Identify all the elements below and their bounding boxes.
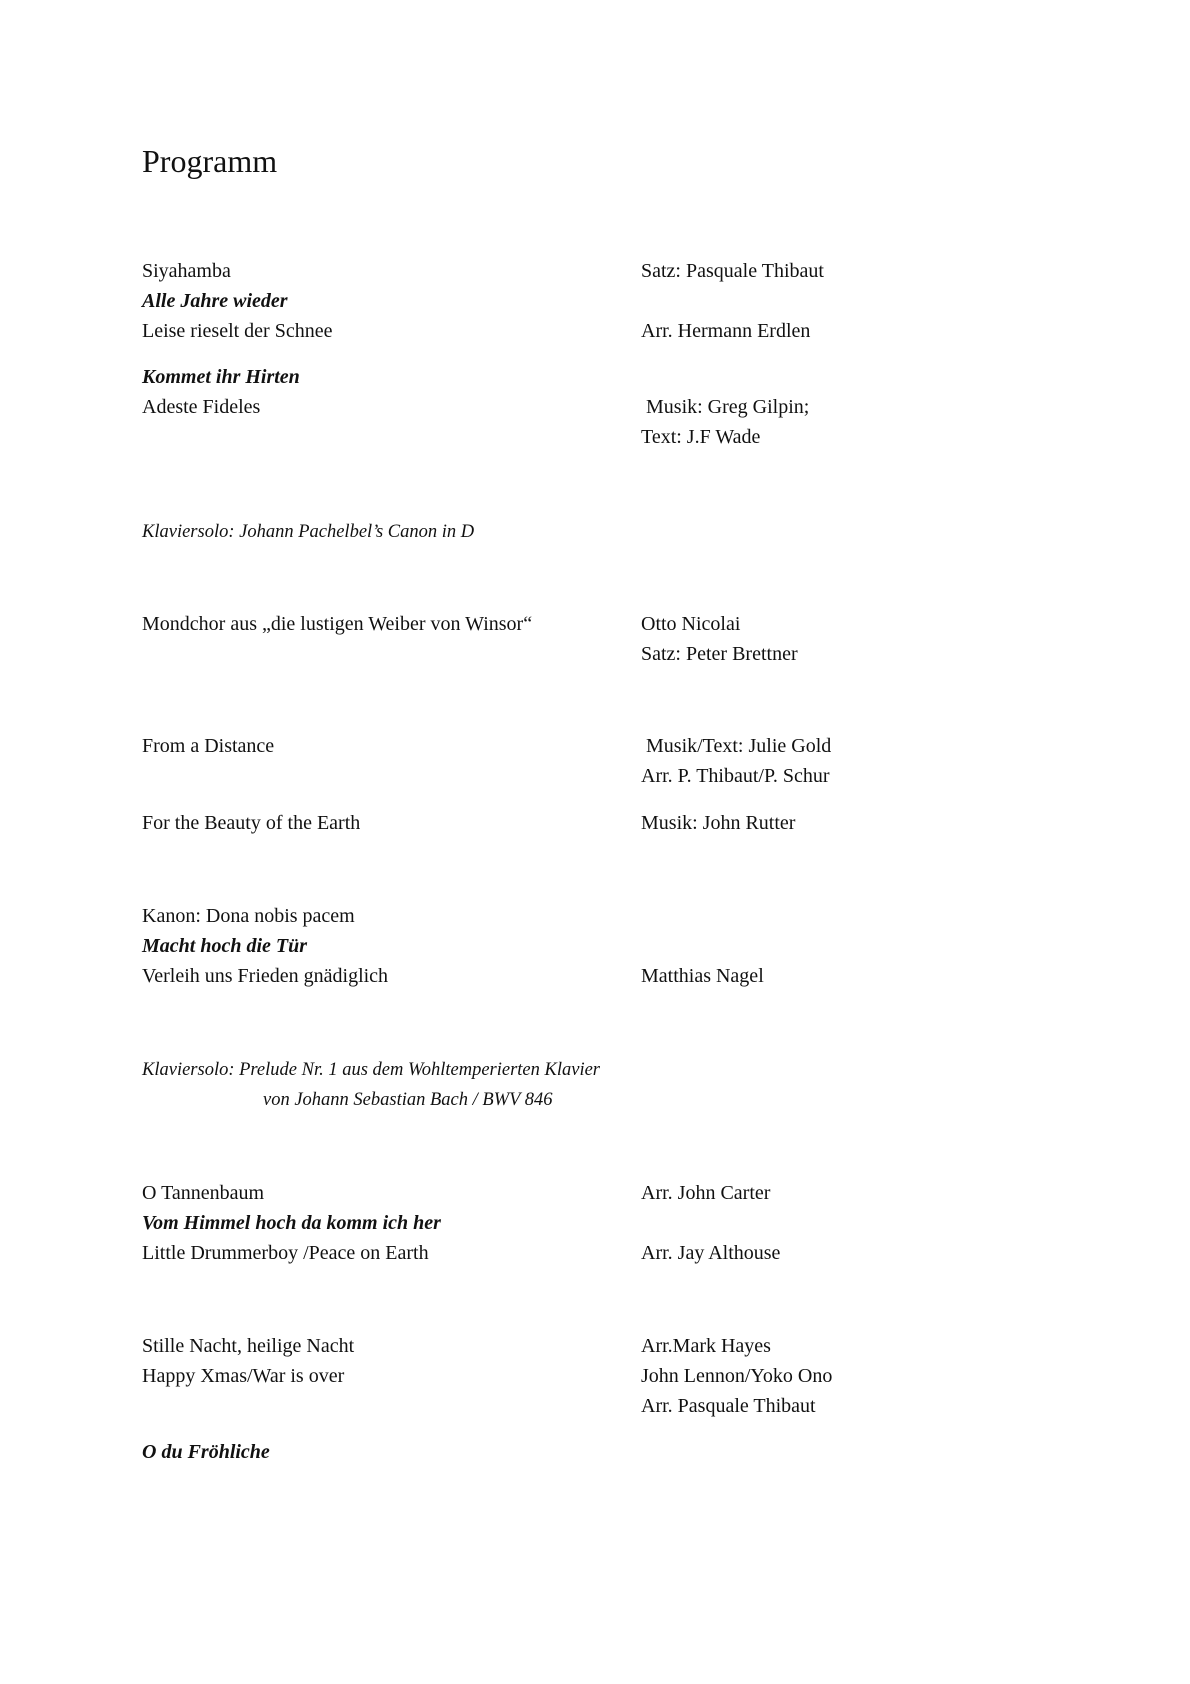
program-piece: O Tannenbaum (142, 1182, 265, 1204)
program-solo: Klaviersolo: Prelude Nr. 1 aus dem Wohltemperierten Klavier (142, 1060, 600, 1080)
program-piece: Stille Nacht, heilige Nacht (142, 1335, 355, 1357)
program-piece: Vom Himmel hoch da komm ich her (142, 1212, 441, 1234)
program-piece: Siyahamba (142, 260, 231, 282)
program-credit: Arr. Pasquale Thibaut (641, 1395, 816, 1417)
program-credit: Arr. John Carter (641, 1182, 771, 1204)
program-credit: Musik: John Rutter (641, 812, 796, 834)
program-credit: Musik: Greg Gilpin; (646, 396, 810, 418)
program-credit: Musik/Text: Julie Gold (646, 735, 832, 757)
program-piece: Kanon: Dona nobis pacem (142, 905, 355, 927)
program-piece: Verleih uns Frieden gnädiglich (142, 965, 389, 987)
program-piece: From a Distance (142, 735, 275, 757)
program-piece: Leise rieselt der Schnee (142, 320, 333, 342)
program-credit: John Lennon/Yoko Ono (641, 1365, 833, 1387)
program-piece: For the Beauty of the Earth (142, 812, 361, 834)
program-credit: Satz: Peter Brettner (641, 643, 798, 665)
program-credit: Text: J.F Wade (641, 426, 761, 448)
program-credit: Arr. P. Thibaut/P. Schur (641, 765, 830, 787)
program-piece: Macht hoch die Tür (142, 935, 308, 957)
page-title: Programm (142, 143, 278, 179)
program-piece: Happy Xmas/War is over (142, 1365, 345, 1387)
program-credit: Satz: Pasquale Thibaut (641, 260, 824, 282)
program-credit: Matthias Nagel (641, 965, 764, 987)
program-credit: Arr. Jay Althouse (641, 1242, 781, 1264)
program-credit: Otto Nicolai (641, 613, 741, 635)
program-credit: Arr. Hermann Erdlen (641, 320, 811, 342)
program-credit: Arr.Mark Hayes (641, 1335, 771, 1357)
program-piece: Kommet ihr Hirten (142, 366, 300, 388)
program-solo: Klaviersolo: Johann Pachelbel’s Canon in D (142, 522, 475, 542)
program-solo: von Johann Sebastian Bach / BWV 846 (263, 1090, 553, 1110)
program-piece: Alle Jahre wieder (142, 290, 288, 312)
program-piece: Mondchor aus „die lustigen Weiber von Winsor“ (142, 613, 533, 635)
program-piece: Little Drummerboy /Peace on Earth (142, 1242, 429, 1264)
program-piece: O du Fröhliche (142, 1441, 270, 1463)
program-piece: Adeste Fideles (142, 396, 261, 418)
